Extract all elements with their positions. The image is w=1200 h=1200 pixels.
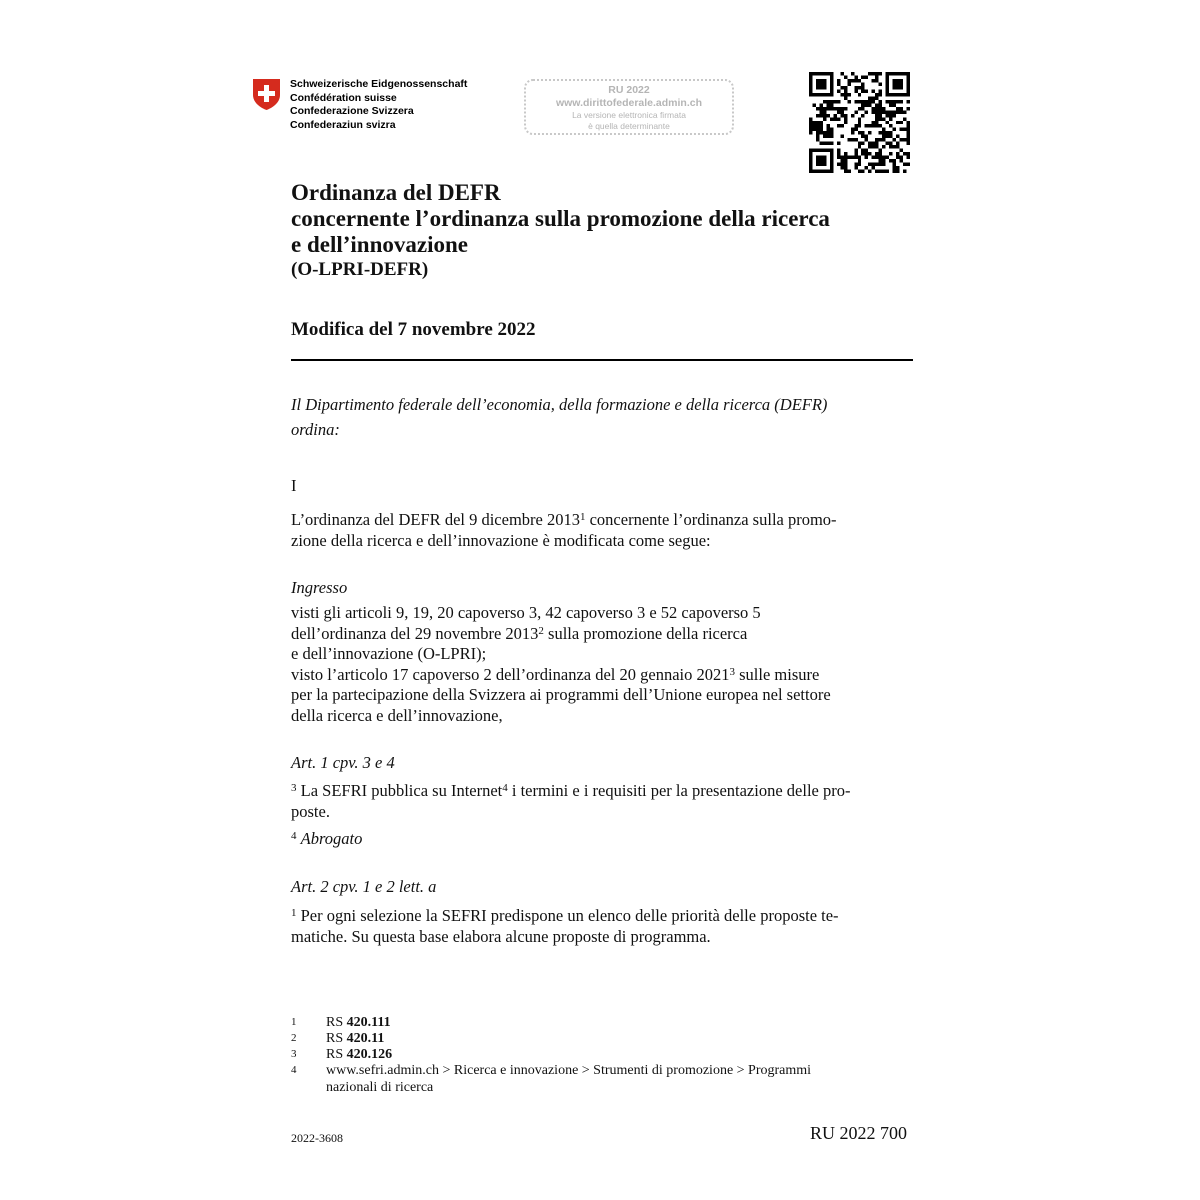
footnote-text[interactable]: www.sefri.admin.ch > Ricerca e innovazione > Strumenti di promozione > Programmi bbox=[326, 1063, 812, 1078]
intro-text: L’ordinanza del DEFR del 9 dicembre 2013 bbox=[291, 510, 580, 529]
short-title: (O-LPRI-DEFR) bbox=[291, 259, 429, 280]
footnote-prefix: RS bbox=[326, 1015, 347, 1030]
intro-paragraph bbox=[291, 510, 837, 551]
ingresso-line: visti gli articoli 9, 19, 20 capoverso 3, 42 capoverso 3 e 52 capoverso 5 bbox=[291, 603, 761, 622]
ingresso-line: visto l’articolo 17 capoverso 2 dell’ordinanza del 20 gennaio 2021 bbox=[291, 664, 730, 684]
footnote-text bbox=[326, 1047, 392, 1064]
ingresso-text bbox=[291, 603, 831, 726]
footnote-number: 2 bbox=[291, 1032, 297, 1044]
ingresso-line: sulle misure bbox=[735, 664, 820, 684]
paragraph-number: 3 bbox=[291, 782, 297, 794]
swiss-crest-icon bbox=[252, 78, 281, 111]
document-title bbox=[291, 180, 830, 258]
footnote-number: 3 bbox=[291, 1048, 297, 1060]
ingresso-line: per la partecipazione della Svizzera ai programmi dell’Unione europea nel settore bbox=[291, 685, 831, 704]
amendment-date: Modifica del 7 novembre 2022 bbox=[291, 319, 536, 340]
footnote-prefix: RS bbox=[326, 1031, 347, 1046]
intro-text: concernente l’ordinanza sulla promo- bbox=[585, 510, 837, 529]
paragraph-text: La SEFRI pubblica su Internet bbox=[296, 781, 503, 800]
ru-reference: RU 2022 700 bbox=[810, 1123, 908, 1143]
article-2-paragraph-1 bbox=[291, 906, 839, 947]
paragraph-number: 1 bbox=[291, 907, 297, 919]
footnote-ref-number[interactable]: 420.11 bbox=[346, 1031, 385, 1046]
footnote-text bbox=[326, 1015, 391, 1032]
title-divider bbox=[291, 359, 913, 361]
footnote-text: nazionali di ricerca bbox=[326, 1080, 434, 1095]
paragraph-text: matiche. Su questa base elabora alcune proposte di programma. bbox=[291, 926, 711, 946]
confederation-names bbox=[290, 78, 467, 132]
paragraph-text: poste. bbox=[291, 801, 330, 821]
qr-code-icon bbox=[809, 72, 910, 173]
ingresso-heading: Ingresso bbox=[291, 578, 348, 597]
stamp-note-2: è quella determinante bbox=[588, 121, 670, 131]
confederation-name-it: Confederazione Svizzera bbox=[290, 105, 414, 117]
ingresso-line: della ricerca e dell’innovazione, bbox=[291, 705, 503, 725]
electronic-version-stamp bbox=[524, 79, 734, 135]
footnote-ref[interactable]: 4 bbox=[502, 782, 508, 794]
preamble-line: ordina: bbox=[291, 420, 340, 439]
title-line: Ordinanza del DEFR bbox=[291, 180, 501, 205]
stamp-note-1: La versione elettronica firmata bbox=[572, 110, 686, 120]
ingresso-line: dell’ordinanza del 29 novembre 2013 bbox=[291, 623, 539, 643]
intro-text: zione della ricerca e dell’innovazione è modificata come segue: bbox=[291, 530, 711, 550]
confederation-name-rm: Confederaziun svizra bbox=[290, 118, 396, 131]
footnote-ref[interactable]: 2 bbox=[538, 624, 544, 637]
title-line: concernente l’ordinanza sulla promozione della ricerca bbox=[291, 206, 830, 231]
paragraph-text: Per ogni selezione la SEFRI predispone un elenco delle priorità delle proposte te- bbox=[296, 906, 839, 925]
footnote-ref[interactable]: 3 bbox=[729, 665, 735, 678]
stamp-ru: RU 2022 bbox=[608, 84, 650, 96]
title-line: e dell’innovazione bbox=[291, 232, 468, 257]
confederation-name-de: Schweizerische Eidgenossenschaft bbox=[290, 78, 468, 90]
footnote-ref[interactable]: 1 bbox=[579, 511, 586, 523]
article-1-paragraph-3 bbox=[291, 781, 850, 822]
footnote-ref-number[interactable]: 420.126 bbox=[346, 1047, 393, 1062]
section-number: I bbox=[291, 476, 297, 495]
footnote-prefix: RS bbox=[326, 1047, 347, 1062]
document-number: 2022-3608 bbox=[291, 1131, 343, 1145]
paragraph-text: Abrogato bbox=[300, 829, 363, 848]
paragraph-number: 4 bbox=[291, 830, 297, 842]
article-2-heading: Art. 2 cpv. 1 e 2 lett. a bbox=[291, 877, 437, 896]
footnote-ref-number[interactable]: 420.111 bbox=[346, 1015, 391, 1030]
paragraph-text: i termini e i requisiti per la presentazione delle pro- bbox=[507, 781, 851, 800]
preamble-line: Il Dipartimento federale dell’economia, della formazione e della ricerca (DEFR) bbox=[291, 395, 828, 414]
footnote-text bbox=[326, 1031, 384, 1048]
footnote-number: 4 bbox=[291, 1064, 297, 1076]
article-1-heading: Art. 1 cpv. 3 e 4 bbox=[291, 753, 395, 772]
confederation-name-fr: Confédération suisse bbox=[290, 91, 397, 104]
ingresso-line: sulla promozione della ricerca bbox=[543, 623, 748, 643]
preamble bbox=[291, 392, 827, 442]
article-1-paragraph-4 bbox=[291, 829, 362, 850]
stamp-url[interactable]: www.dirittofederale.admin.ch bbox=[555, 97, 703, 109]
footnote-number: 1 bbox=[291, 1016, 297, 1028]
ingresso-line: e dell’innovazione (O-LPRI); bbox=[291, 644, 487, 663]
